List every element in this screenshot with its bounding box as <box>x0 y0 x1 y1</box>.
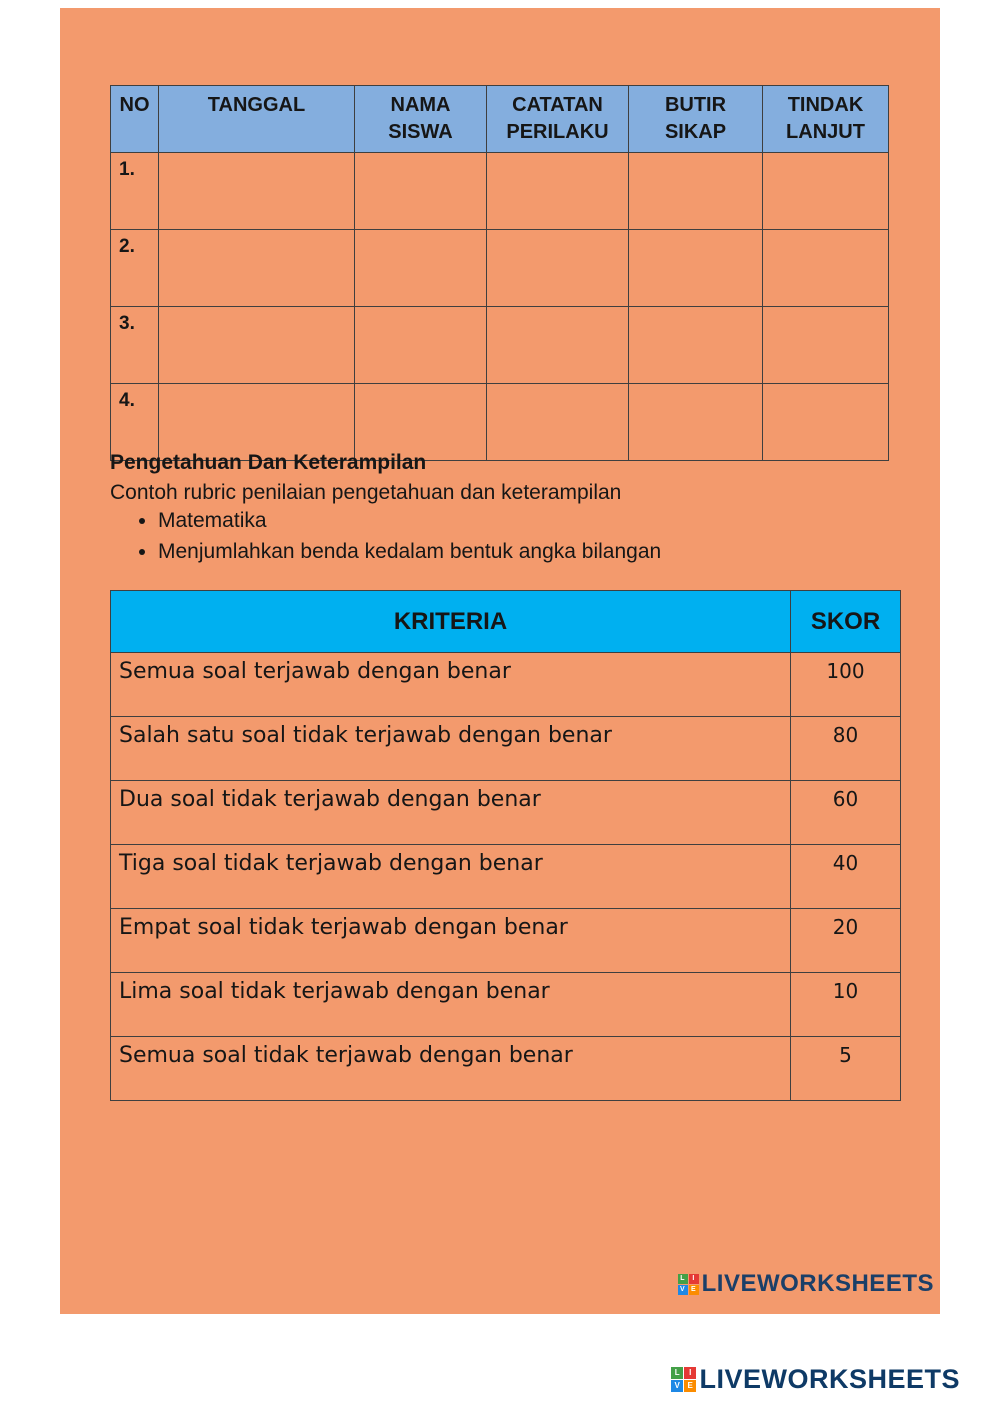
kriteria-cell: Dua soal tidak terjawab dengan benar <box>111 781 791 845</box>
table-row <box>111 909 901 973</box>
logo-square-v: V <box>678 1285 688 1295</box>
section-intro: Contoh rubric penilaian pengetahuan dan keterampilan <box>110 481 622 504</box>
skor-cell: 60 <box>791 781 901 845</box>
empty-cell <box>487 153 629 230</box>
table-row <box>111 307 889 384</box>
empty-cell <box>763 384 889 461</box>
empty-cell <box>487 230 629 307</box>
kriteria-cell: Lima soal tidak terjawab dengan benar <box>111 973 791 1037</box>
skor-cell: 80 <box>791 717 901 781</box>
empty-cell <box>763 307 889 384</box>
empty-cell <box>487 384 629 461</box>
table-row <box>111 845 901 909</box>
kriteria-cell: Empat soal tidak terjawab dengan benar <box>111 909 791 973</box>
empty-cell <box>355 153 487 230</box>
logo-square-e: E <box>684 1380 696 1392</box>
bullet-list <box>110 509 890 564</box>
skor-cell: 40 <box>791 845 901 909</box>
table-row <box>111 781 901 845</box>
column-header-nama-siswa: NAMA SISWA <box>355 86 487 153</box>
score-table-header-row <box>111 591 901 653</box>
list-item: • Menjumlahkan benda kedalam bentuk angka bilangan <box>158 540 890 564</box>
kriteria-cell: Salah satu soal tidak terjawab dengan benar <box>111 717 791 781</box>
logo-square-v: V <box>671 1380 683 1392</box>
liveworksheets-logo-icon <box>671 1367 696 1392</box>
empty-cell <box>629 307 763 384</box>
column-header-tanggal: TANGGAL <box>159 86 355 153</box>
logo-square-i: I <box>689 1274 699 1284</box>
empty-cell <box>355 307 487 384</box>
worksheet-page <box>60 8 940 1314</box>
kriteria-cell: Tiga soal tidak terjawab dengan benar <box>111 845 791 909</box>
column-header-no: NO <box>111 86 159 153</box>
skor-cell: 100 <box>791 653 901 717</box>
row-number-cell: 1. <box>111 153 159 230</box>
liveworksheets-logo-icon <box>678 1274 699 1295</box>
table-row <box>111 230 889 307</box>
column-header-skor: SKOR <box>791 591 901 653</box>
empty-cell <box>763 153 889 230</box>
empty-cell <box>629 153 763 230</box>
table-row <box>111 384 889 461</box>
empty-cell <box>355 384 487 461</box>
column-header-catatan-perilaku: CATATAN PERILAKU <box>487 86 629 153</box>
list-item: • Matematika <box>158 509 890 533</box>
logo-square-i: I <box>684 1367 696 1379</box>
empty-cell <box>159 384 355 461</box>
kriteria-cell: Semua soal tidak terjawab dengan benar <box>111 1037 791 1101</box>
logo-square-l: L <box>678 1274 688 1284</box>
watermark-text: LIVEWORKSHEETS <box>701 1270 934 1297</box>
empty-cell <box>487 307 629 384</box>
table-row <box>111 653 901 717</box>
empty-cell <box>763 230 889 307</box>
behavior-table <box>110 85 889 461</box>
column-header-kriteria: KRITERIA <box>111 591 791 653</box>
table-row <box>111 717 901 781</box>
table-row <box>111 973 901 1037</box>
empty-cell <box>159 153 355 230</box>
empty-cell <box>159 230 355 307</box>
section-title: Pengetahuan Dan Keterampilan <box>110 451 427 474</box>
row-number-cell: 4. <box>111 384 159 461</box>
logo-square-e: E <box>689 1285 699 1295</box>
liveworksheets-watermark-link[interactable] <box>678 1270 934 1298</box>
footer-logo-text: LIVEWORKSHEETS <box>699 1364 960 1394</box>
score-table <box>110 590 901 1101</box>
empty-cell <box>159 307 355 384</box>
liveworksheets-footer-link[interactable] <box>671 1364 960 1395</box>
table-row <box>111 1037 901 1101</box>
skor-cell: 20 <box>791 909 901 973</box>
skor-cell: 10 <box>791 973 901 1037</box>
empty-cell <box>355 230 487 307</box>
kriteria-cell: Semua soal terjawab dengan benar <box>111 653 791 717</box>
table-row <box>111 153 889 230</box>
column-header-butir-sikap: BUTIR SIKAP <box>629 86 763 153</box>
column-header-tindak-lanjut: TINDAK LANJUT <box>763 86 889 153</box>
empty-cell <box>629 230 763 307</box>
row-number-cell: 3. <box>111 307 159 384</box>
logo-square-l: L <box>671 1367 683 1379</box>
row-number-cell: 2. <box>111 230 159 307</box>
behavior-table-header-row <box>111 86 889 153</box>
empty-cell <box>629 384 763 461</box>
skor-cell: 5 <box>791 1037 901 1101</box>
knowledge-section <box>110 451 890 571</box>
